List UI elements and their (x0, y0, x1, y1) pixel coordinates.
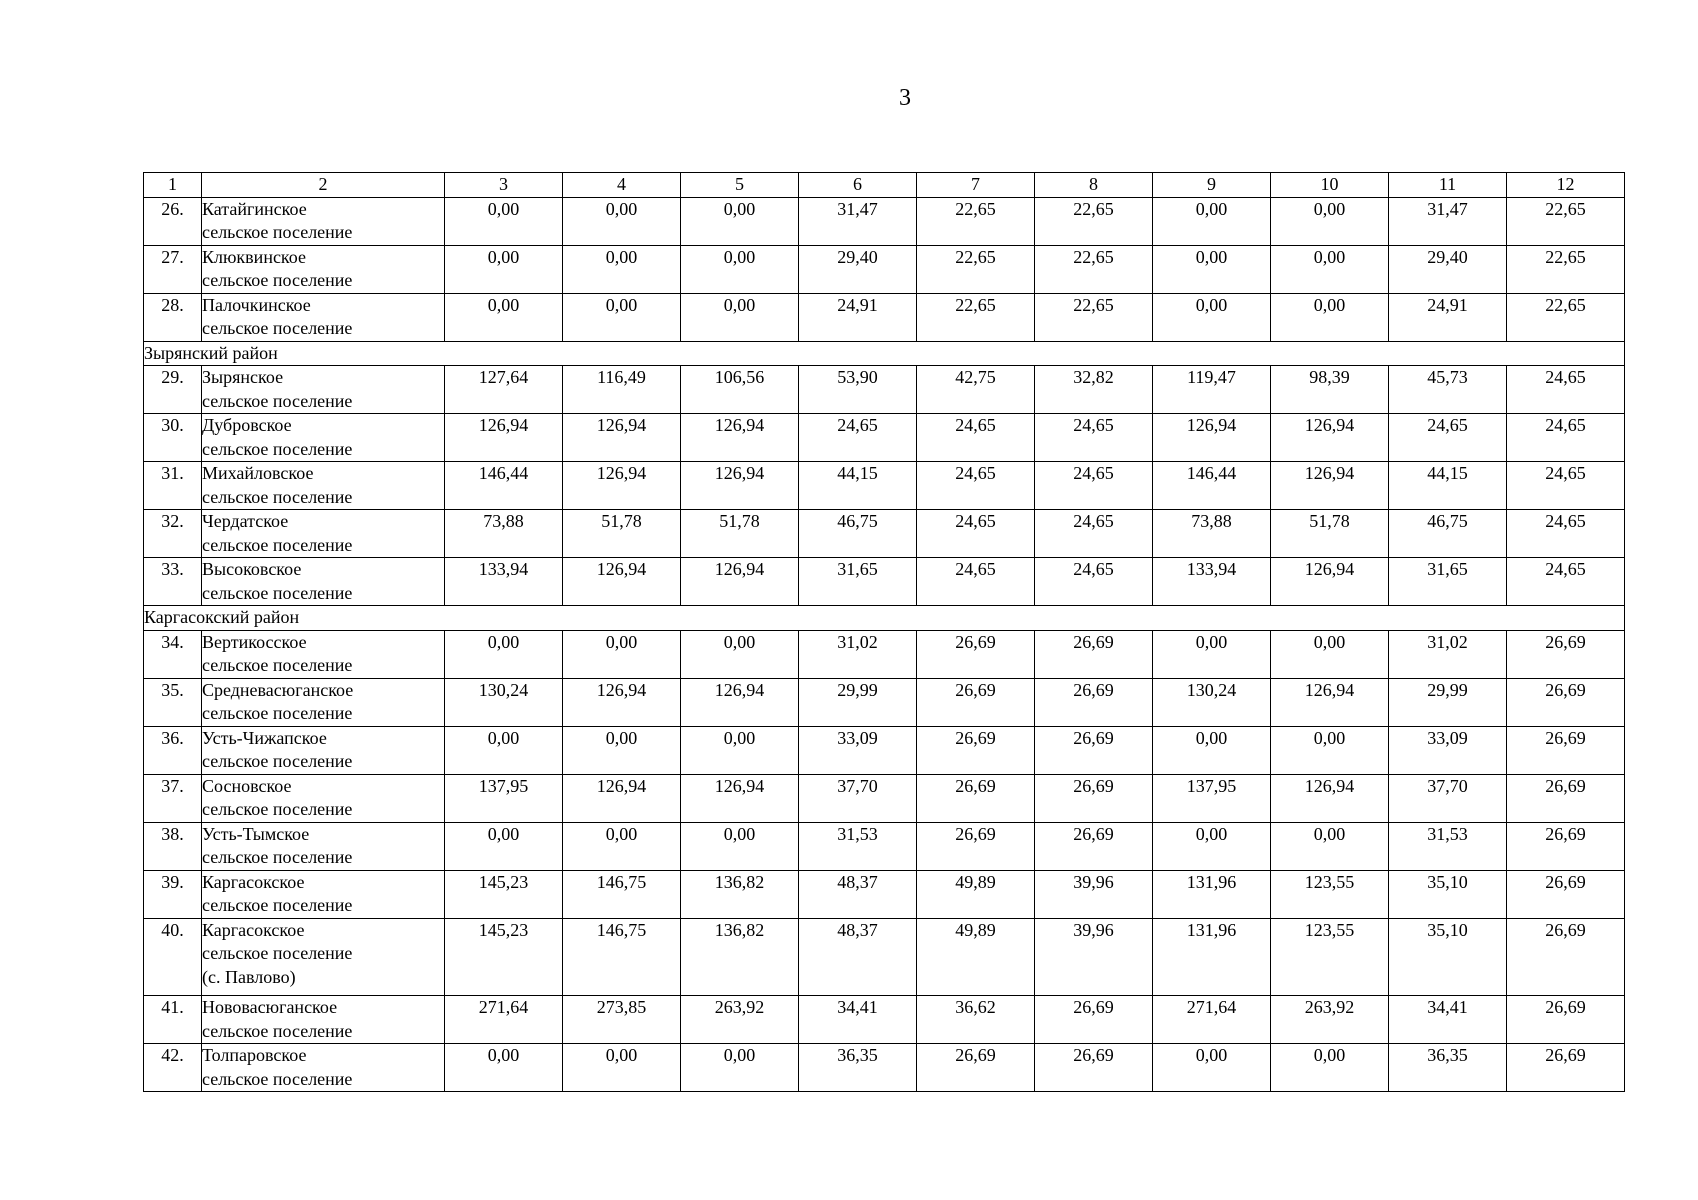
value-cell: 0,00 (681, 726, 799, 774)
table-row (144, 630, 1625, 678)
value-cell: 24,65 (1035, 510, 1153, 558)
table-row (144, 774, 1625, 822)
settlement-name (202, 510, 445, 558)
value-cell: 136,82 (681, 870, 799, 918)
value-cell: 0,00 (445, 293, 563, 341)
value-cell: 44,15 (1389, 462, 1507, 510)
settlement-name-line: сельское поселение (202, 486, 353, 507)
value-cell: 98,39 (1271, 366, 1389, 414)
value-cell: 0,00 (563, 1044, 681, 1092)
value-cell: 24,91 (799, 293, 917, 341)
value-cell: 126,94 (1271, 558, 1389, 606)
value-cell: 48,37 (799, 870, 917, 918)
value-cell: 31,47 (1389, 197, 1507, 245)
value-cell: 24,65 (917, 558, 1035, 606)
value-cell: 22,65 (1507, 245, 1625, 293)
value-cell: 42,75 (917, 366, 1035, 414)
settlement-name-line: Высоковское (202, 559, 302, 579)
value-cell: 0,00 (445, 630, 563, 678)
section-title: Каргасокский район (144, 606, 1625, 631)
settlement-name-line: сельское поселение (202, 1068, 353, 1089)
value-cell: 0,00 (563, 245, 681, 293)
value-cell: 33,09 (1389, 726, 1507, 774)
column-header: 4 (563, 173, 681, 198)
column-header: 3 (445, 173, 563, 198)
settlement-name (202, 414, 445, 462)
value-cell: 0,00 (681, 1044, 799, 1092)
value-cell: 24,65 (1507, 462, 1625, 510)
value-cell: 24,65 (1389, 414, 1507, 462)
value-cell: 263,92 (1271, 996, 1389, 1044)
settlement-name (202, 245, 445, 293)
value-cell: 37,70 (1389, 774, 1507, 822)
value-cell: 0,00 (1271, 1044, 1389, 1092)
row-number: 40. (144, 918, 202, 996)
value-cell: 26,69 (1507, 1044, 1625, 1092)
settlement-name-line: сельское поселение (202, 534, 353, 555)
column-header: 1 (144, 173, 202, 198)
value-cell: 46,75 (1389, 510, 1507, 558)
row-number: 33. (144, 558, 202, 606)
table-row (144, 462, 1625, 510)
value-cell: 26,69 (1507, 630, 1625, 678)
value-cell: 26,69 (1507, 726, 1625, 774)
value-cell: 51,78 (681, 510, 799, 558)
table-row (144, 293, 1625, 341)
value-cell: 126,94 (563, 774, 681, 822)
value-cell: 0,00 (563, 630, 681, 678)
settlement-name-line: сельское поселение (202, 703, 353, 723)
header-row (144, 173, 1625, 198)
table-row (144, 918, 1625, 996)
value-cell: 49,89 (917, 918, 1035, 996)
value-cell: 26,69 (1035, 726, 1153, 774)
value-cell: 126,94 (563, 558, 681, 606)
settlement-name (202, 1044, 445, 1092)
value-cell: 26,69 (1507, 822, 1625, 870)
value-cell: 126,94 (1271, 462, 1389, 510)
value-cell: 53,90 (799, 366, 917, 414)
settlement-name-line: Клюквинское (202, 246, 306, 267)
value-cell: 44,15 (799, 462, 917, 510)
value-cell: 123,55 (1271, 918, 1389, 996)
value-cell: 0,00 (1271, 630, 1389, 678)
value-cell: 46,75 (799, 510, 917, 558)
settlement-name-line: Усть-Тымское (202, 823, 310, 844)
value-cell: 22,65 (1507, 293, 1625, 341)
value-cell: 24,65 (799, 414, 917, 462)
value-cell: 126,94 (681, 414, 799, 462)
value-cell: 137,95 (1153, 774, 1271, 822)
value-cell: 126,94 (563, 678, 681, 726)
settlement-name (202, 630, 445, 678)
column-header: 6 (799, 173, 917, 198)
settlement-name (202, 197, 445, 245)
value-cell: 31,02 (1389, 630, 1507, 678)
settlement-name-line: Дубровское (202, 415, 292, 435)
settlement-name (202, 462, 445, 510)
table-row (144, 558, 1625, 606)
value-cell: 26,69 (1035, 774, 1153, 822)
settlement-name-line: сельское поселение (202, 895, 353, 915)
settlement-name-line: сельское поселение (202, 943, 353, 963)
value-cell: 29,40 (1389, 245, 1507, 293)
settlement-name (202, 293, 445, 341)
value-cell: 32,82 (1035, 366, 1153, 414)
settlement-name-line: Средневасюганское (202, 679, 354, 700)
settlement-name-line: сельское поселение (202, 390, 353, 411)
table-row (144, 366, 1625, 414)
value-cell: 126,94 (681, 678, 799, 726)
value-cell: 26,69 (1035, 678, 1153, 726)
value-cell: 146,75 (563, 918, 681, 996)
value-cell: 271,64 (445, 996, 563, 1044)
value-cell: 126,94 (1271, 774, 1389, 822)
value-cell: 130,24 (1153, 678, 1271, 726)
value-cell: 0,00 (681, 293, 799, 341)
column-header: 2 (202, 173, 445, 198)
value-cell: 24,65 (917, 462, 1035, 510)
value-cell: 146,44 (445, 462, 563, 510)
value-cell: 0,00 (1153, 245, 1271, 293)
settlement-name-line: сельское поселение (202, 438, 353, 459)
value-cell: 29,40 (799, 245, 917, 293)
value-cell: 48,37 (799, 918, 917, 996)
settlement-name (202, 870, 445, 918)
value-cell: 0,00 (563, 197, 681, 245)
settlement-name-line: Каргасокское (202, 919, 305, 940)
column-header: 5 (681, 173, 799, 198)
value-cell: 0,00 (1271, 245, 1389, 293)
table-row (144, 870, 1625, 918)
value-cell: 0,00 (1153, 726, 1271, 774)
value-cell: 49,89 (917, 870, 1035, 918)
value-cell: 0,00 (1153, 293, 1271, 341)
settlement-name-line: сельское поселение (202, 222, 353, 242)
table-row (144, 245, 1625, 293)
row-number: 39. (144, 870, 202, 918)
value-cell: 126,94 (681, 774, 799, 822)
settlement-name-line: сельское поселение (202, 318, 353, 338)
value-cell: 24,65 (917, 414, 1035, 462)
value-cell: 37,70 (799, 774, 917, 822)
value-cell: 24,65 (1035, 558, 1153, 606)
value-cell: 26,69 (1035, 1044, 1153, 1092)
row-number: 28. (144, 293, 202, 341)
value-cell: 26,69 (1507, 996, 1625, 1044)
value-cell: 0,00 (1271, 197, 1389, 245)
settlement-name-line: Михайловское (202, 463, 314, 483)
value-cell: 26,69 (917, 1044, 1035, 1092)
value-cell: 0,00 (681, 822, 799, 870)
tariff-table (143, 172, 1625, 1092)
settlement-name-line: сельское поселение (202, 1020, 353, 1041)
value-cell: 31,65 (1389, 558, 1507, 606)
value-cell: 22,65 (1035, 245, 1153, 293)
settlement-name-line: Палочкинское (202, 294, 311, 315)
value-cell: 26,69 (1507, 870, 1625, 918)
value-cell: 22,65 (917, 293, 1035, 341)
value-cell: 22,65 (1035, 197, 1153, 245)
value-cell: 24,65 (1507, 414, 1625, 462)
value-cell: 51,78 (1271, 510, 1389, 558)
value-cell: 33,09 (799, 726, 917, 774)
page-number: 3 (899, 85, 911, 111)
value-cell: 36,35 (799, 1044, 917, 1092)
row-number: 41. (144, 996, 202, 1044)
row-number: 36. (144, 726, 202, 774)
table-row (144, 510, 1625, 558)
value-cell: 145,23 (445, 918, 563, 996)
value-cell: 36,35 (1389, 1044, 1507, 1092)
value-cell: 126,94 (1153, 414, 1271, 462)
value-cell: 34,41 (799, 996, 917, 1044)
value-cell: 24,65 (917, 510, 1035, 558)
table-row (144, 726, 1625, 774)
value-cell: 26,69 (1507, 918, 1625, 996)
settlement-name-line: сельское поселение (202, 751, 353, 771)
settlement-name-line: сельское поселение (202, 799, 353, 819)
section-row (144, 606, 1625, 631)
value-cell: 263,92 (681, 996, 799, 1044)
section-row (144, 341, 1625, 366)
settlement-name (202, 366, 445, 414)
value-cell: 39,96 (1035, 918, 1153, 996)
row-number: 35. (144, 678, 202, 726)
value-cell: 0,00 (1153, 1044, 1271, 1092)
value-cell: 146,75 (563, 870, 681, 918)
value-cell: 39,96 (1035, 870, 1153, 918)
value-cell: 26,69 (1035, 822, 1153, 870)
row-number: 30. (144, 414, 202, 462)
row-number: 29. (144, 366, 202, 414)
value-cell: 26,69 (917, 822, 1035, 870)
value-cell: 136,82 (681, 918, 799, 996)
column-header: 9 (1153, 173, 1271, 198)
row-number: 32. (144, 510, 202, 558)
value-cell: 0,00 (563, 293, 681, 341)
value-cell: 0,00 (445, 245, 563, 293)
settlement-name-line: сельское поселение (202, 847, 353, 867)
value-cell: 29,99 (799, 678, 917, 726)
row-number: 37. (144, 774, 202, 822)
value-cell: 126,94 (563, 462, 681, 510)
value-cell: 22,65 (917, 245, 1035, 293)
value-cell: 126,94 (1271, 678, 1389, 726)
value-cell: 31,02 (799, 630, 917, 678)
column-header: 8 (1035, 173, 1153, 198)
settlement-name-line: сельское поселение (202, 270, 353, 290)
value-cell: 131,96 (1153, 870, 1271, 918)
value-cell: 24,65 (1035, 462, 1153, 510)
value-cell: 24,65 (1507, 558, 1625, 606)
value-cell: 31,65 (799, 558, 917, 606)
value-cell: 0,00 (445, 822, 563, 870)
value-cell: 137,95 (445, 774, 563, 822)
table-row (144, 996, 1625, 1044)
settlement-name (202, 822, 445, 870)
table-row (144, 414, 1625, 462)
value-cell: 24,65 (1507, 510, 1625, 558)
value-cell: 26,69 (917, 678, 1035, 726)
row-number: 34. (144, 630, 202, 678)
value-cell: 22,65 (917, 197, 1035, 245)
value-cell: 29,99 (1389, 678, 1507, 726)
value-cell: 119,47 (1153, 366, 1271, 414)
table-row (144, 822, 1625, 870)
settlement-name-line: Каргасокское (202, 871, 305, 892)
value-cell: 126,94 (445, 414, 563, 462)
value-cell: 26,69 (1035, 630, 1153, 678)
value-cell: 273,85 (563, 996, 681, 1044)
value-cell: 34,41 (1389, 996, 1507, 1044)
settlement-name-line: Нововасюганское (202, 997, 338, 1017)
column-header: 10 (1271, 173, 1389, 198)
value-cell: 24,91 (1389, 293, 1507, 341)
value-cell: 26,69 (917, 774, 1035, 822)
settlement-name-line: Чердатское (202, 511, 289, 531)
value-cell: 0,00 (563, 726, 681, 774)
value-cell: 271,64 (1153, 996, 1271, 1044)
settlement-name (202, 558, 445, 606)
value-cell: 145,23 (445, 870, 563, 918)
settlement-name-line: Вертикосское (202, 631, 307, 652)
value-cell: 24,65 (1507, 366, 1625, 414)
value-cell: 0,00 (1271, 726, 1389, 774)
table-row (144, 678, 1625, 726)
value-cell: 126,94 (681, 558, 799, 606)
settlement-name (202, 996, 445, 1044)
settlement-name-line: Сосновское (202, 775, 292, 796)
value-cell: 0,00 (1153, 822, 1271, 870)
value-cell: 45,73 (1389, 366, 1507, 414)
value-cell: 0,00 (681, 197, 799, 245)
value-cell: 31,47 (799, 197, 917, 245)
settlement-name (202, 918, 445, 996)
value-cell: 116,49 (563, 366, 681, 414)
value-cell: 0,00 (1153, 197, 1271, 245)
value-cell: 73,88 (1153, 510, 1271, 558)
value-cell: 126,94 (1271, 414, 1389, 462)
value-cell: 0,00 (445, 197, 563, 245)
settlement-name-line: Катайгинское (202, 198, 307, 219)
settlement-name (202, 726, 445, 774)
table-body (144, 173, 1625, 1092)
value-cell: 26,69 (1507, 774, 1625, 822)
settlement-name (202, 678, 445, 726)
value-cell: 31,53 (799, 822, 917, 870)
value-cell: 26,69 (917, 726, 1035, 774)
value-cell: 0,00 (681, 630, 799, 678)
row-number: 42. (144, 1044, 202, 1092)
value-cell: 146,44 (1153, 462, 1271, 510)
value-cell: 126,94 (681, 462, 799, 510)
value-cell: 31,53 (1389, 822, 1507, 870)
settlement-name-line: Усть-Чижапское (202, 727, 327, 748)
value-cell: 22,65 (1507, 197, 1625, 245)
value-cell: 22,65 (1035, 293, 1153, 341)
settlement-name-line: Толпаровское (202, 1045, 307, 1065)
settlement-name-line: сельское поселение (202, 582, 353, 603)
value-cell: 130,24 (445, 678, 563, 726)
value-cell: 106,56 (681, 366, 799, 414)
value-cell: 0,00 (1271, 293, 1389, 341)
value-cell: 0,00 (563, 822, 681, 870)
value-cell: 127,64 (445, 366, 563, 414)
section-title: Зырянский район (144, 341, 1625, 366)
value-cell: 131,96 (1153, 918, 1271, 996)
value-cell: 36,62 (917, 996, 1035, 1044)
column-header: 12 (1507, 173, 1625, 198)
column-header: 11 (1389, 173, 1507, 198)
value-cell: 26,69 (1507, 678, 1625, 726)
value-cell: 26,69 (1035, 996, 1153, 1044)
value-cell: 0,00 (1271, 822, 1389, 870)
column-header: 7 (917, 173, 1035, 198)
value-cell: 0,00 (445, 1044, 563, 1092)
value-cell: 0,00 (681, 245, 799, 293)
row-number: 27. (144, 245, 202, 293)
row-number: 26. (144, 197, 202, 245)
table-row (144, 197, 1625, 245)
settlement-name (202, 774, 445, 822)
settlement-name-line: сельское поселение (202, 655, 353, 675)
value-cell: 51,78 (563, 510, 681, 558)
value-cell: 123,55 (1271, 870, 1389, 918)
value-cell: 35,10 (1389, 870, 1507, 918)
value-cell: 26,69 (917, 630, 1035, 678)
table-row (144, 1044, 1625, 1092)
value-cell: 133,94 (1153, 558, 1271, 606)
row-number: 38. (144, 822, 202, 870)
settlement-name-line: Зырянское (202, 367, 284, 387)
settlement-name-line: (с. Павлово) (202, 966, 296, 987)
value-cell: 73,88 (445, 510, 563, 558)
value-cell: 126,94 (563, 414, 681, 462)
value-cell: 0,00 (1153, 630, 1271, 678)
value-cell: 0,00 (445, 726, 563, 774)
value-cell: 35,10 (1389, 918, 1507, 996)
value-cell: 133,94 (445, 558, 563, 606)
value-cell: 24,65 (1035, 414, 1153, 462)
row-number: 31. (144, 462, 202, 510)
